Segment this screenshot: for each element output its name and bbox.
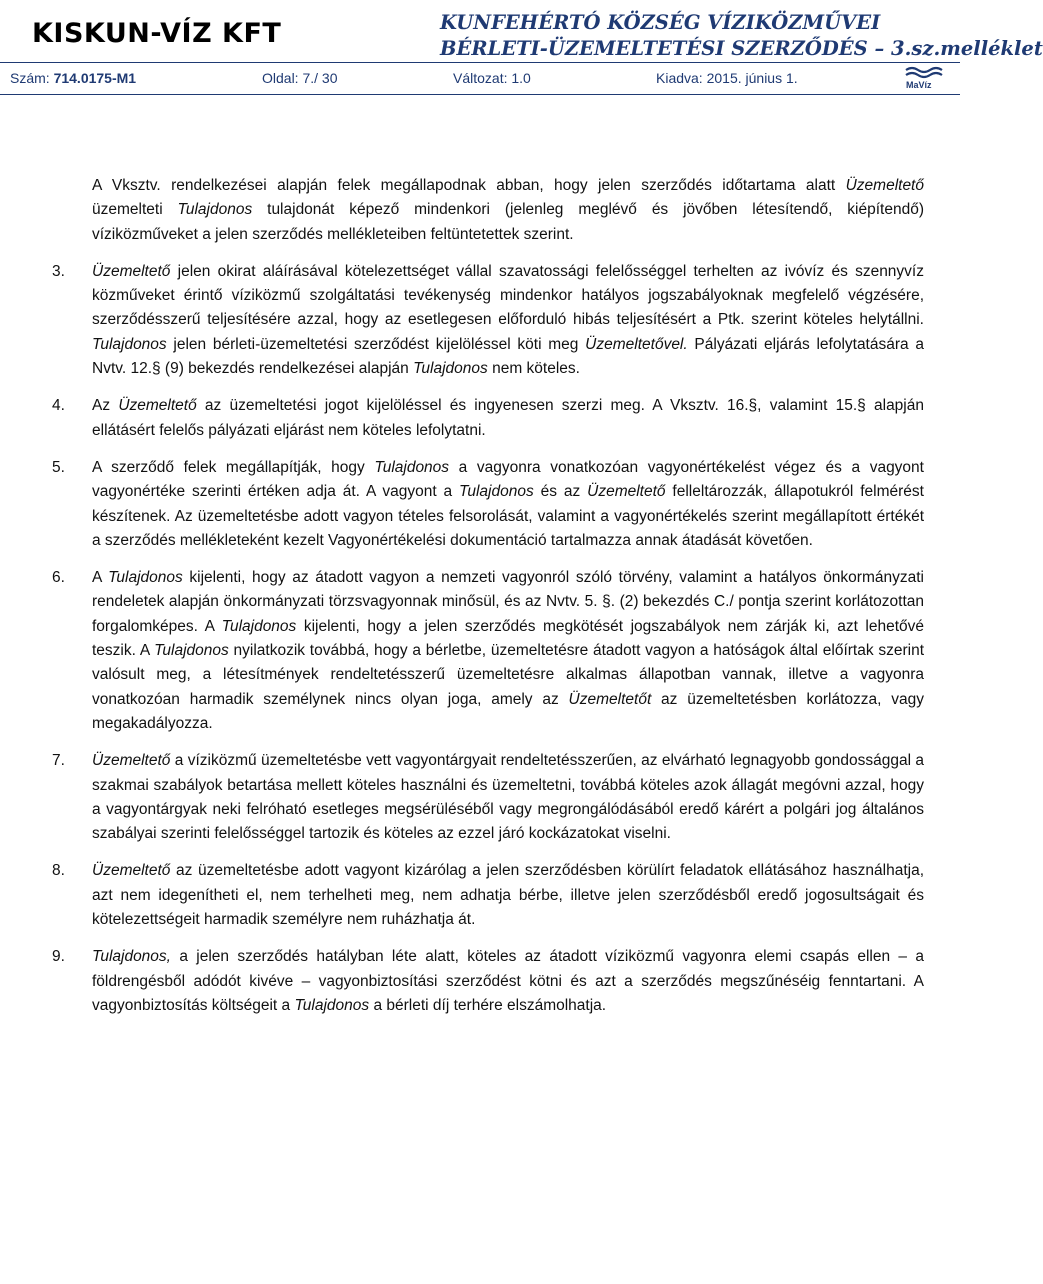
- clause-4: [52, 394, 924, 443]
- clause-text: Az Üzemeltető az üzemeltetési jogot kijelöléssel és ingyenesen szerzi meg. A Vksztv. 16.§, valamint 15.§ alapján ellátásért felelős pályázati eljárást nem köteles lefolytatni.: [92, 397, 924, 439]
- intro-paragraph: A Vksztv. rendelkezései alapján felek megállapodnak abban, hogy jelen szerződés időtartama alatt Üzemeltető üzemelteti Tulajdonos tulajdonát képező mindenkori (jelenleg meglévő és jövőben létesítendő, kiépítendő) víziközműveket a jelen szerződés mellékleteiben feltüntetettek szerint.: [92, 177, 925, 243]
- clause-text: Üzemeltető az üzemeltetésbe adott vagyont kizárólag a jelen szerződésben körülírt feladatok ellátásához használhatja, azt nem idegenítheti el, nem terhelheti meg, nem adhatja bérbe, illetve jelen szerződésből eredő jogosultságait és kötelezettségeit harmadik személyre nem ruházhatja át.: [92, 862, 924, 929]
- page-header: [0, 0, 1043, 100]
- clause-8: [52, 859, 924, 932]
- company-name: KISKUN-VÍZ KFT: [32, 18, 282, 49]
- document-title: [440, 10, 1043, 62]
- document-title-line2: BÉRLETI-ÜZEMELTETÉSI SZERZŐDÉS – 3.sz.melléklet: [440, 37, 1043, 60]
- clause-5: [52, 456, 924, 553]
- header-rule-bottom: [0, 94, 960, 95]
- clause-number: 7.: [52, 752, 65, 770]
- header-rule-top: [0, 62, 960, 63]
- clause-number: 8.: [52, 862, 65, 880]
- clause-text: Tulajdonos, a jelen szerződés hatályban léte alatt, köteles az átadott víziközmű vagyonra elemi csapás ellen – a földrengésből adódót kivéve – vagyonbiztosítási szerződést kötni és azt a szerződés megszűnéséig fenntartani. A vagyonbiztosítás költségeit a Tulajdonos a bérleti díj terhére elszámolhatja.: [92, 948, 924, 1014]
- version: Változat: 1.0: [453, 70, 531, 86]
- clause-text: A szerződő felek megállapítják, hogy Tulajdonos a vagyonra vonatkozóan vagyonértékelést végez és a vagyont vagyonértéke szerinti értéken adja át. A vagyont a Tulajdonos és az Üzemeltető felleltározzák, állapotukról felmérést készítenek. Az üzemeltetésbe adott vagyon tételes felsorolását, valamint a vagyonértékelés szerint megállapított értékét a szerződés mellékleteként kezelt Vagyonértékelési dokumentáció tartalmazza annak átadását követően.: [92, 458, 924, 549]
- clause-6: [52, 566, 925, 736]
- issue-date: Kiadva: 2015. június 1.: [656, 70, 798, 86]
- clause-7: [52, 749, 924, 846]
- document-body: [52, 174, 925, 1031]
- clause-number: 6.: [52, 569, 65, 587]
- clause-number: 9.: [52, 948, 65, 966]
- clause-text: Üzemeltető a víziközmű üzemeltetésbe vett vagyontárgyait rendeltetésszerűen, az elvárható legnagyobb gondossággal a szakmai szabályok betartása mellett köteles használni és üzemeltetni, továbbá köteles azok állagát megóvni azzal, hogy a vagyontárgyak neki felróható esetleges megsérüléséből vagy megrongálódásából eredő kárért a polgári jog általános szabályai szerinti felelősséggel tartozik és köteles az ezzel járó kockázatokat viselni.: [92, 752, 924, 843]
- clause-3: [52, 260, 924, 381]
- clause-number: 3.: [52, 262, 65, 280]
- clause-text: Üzemeltető jelen okirat aláírásával kötelezettséget vállal szavatossági felelősséggel terhelten az ivóvíz és szennyvíz közműveket érintő víziközmű szolgáltatási tevékenység mindenkor hatályos jogszabályoknak megfelelő végzésére, szerződésszerű teljesítésére azzal, hogy az esetlegesen előforduló hibás teljesítésért a Ptk. szerint köteles helytállni. Tulajdonos jelen bérleti-üzemeltetési szerződést kijelöléssel köti meg Üzemeltetővel. Pályázati eljárás lefolytatására a Nvtv. 12.§ (9) bekezdés rendelkezései alapján Tulajdonos nem köteles.: [92, 262, 924, 378]
- document-number: [10, 70, 136, 86]
- document-number-value: 714.0175-M1: [53, 70, 137, 86]
- logo-text: MaVíz: [906, 80, 932, 90]
- document-title-line1: KUNFEHÉRTÓ KÖZSÉG VÍZIKÖZMŰVEI: [440, 11, 881, 34]
- clause-text: A Tulajdonos kijelenti, hogy az átadott vagyon a nemzeti vagyonról szóló törvény, valamint a hatályos önkormányzati rendeletek alapján önkormányzati törzsvagyonnak minősül, és az Nvtv. 5. §. (2) bekezdés C./ pontja szerint korlátozottan forgalomképes. A Tulajdonos kijelenti, hogy a jelen szerződés megkötését jogszabályok nem zárják ki, azt lehetővé teszik. A Tulajdonos nyilatkozik továbbá, hogy a bérletbe, üzemeltetésre átadott vagyon a hatóságok által előírtak szerint valósult meg, a létesítmények rendeltetésszerű üzemeltetésre alkalmas állapotban vannak, illetve a vagyonra vonatkozóan harmadik személynek nincs olyan joga, amely az Üzemeltetőt az üzemeltetésben korlátozza, vagy megakadályozza.: [92, 569, 925, 732]
- page-number: Oldal: 7./ 30: [262, 70, 338, 86]
- document-number-label: Szám:: [10, 70, 50, 86]
- clause-9: [52, 945, 924, 1018]
- clause-number: 4.: [52, 397, 65, 415]
- clause-number: 5.: [52, 458, 65, 476]
